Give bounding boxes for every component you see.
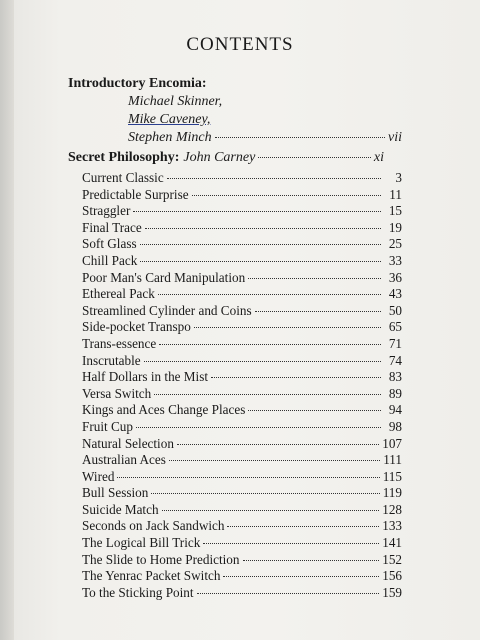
toc-entry	[82, 502, 402, 519]
toc-entry-title: Fruit Cup	[82, 418, 133, 434]
toc-entry-page: 71	[388, 335, 402, 351]
toc-entry-page: 36	[388, 269, 402, 285]
toc-entry-page: 11	[389, 186, 402, 202]
toc-entry-page: 98	[388, 418, 402, 434]
leader-dots	[215, 137, 385, 138]
toc-entry-page: 119	[382, 485, 402, 501]
toc-entry-page: 156	[382, 568, 402, 584]
secret-philosophy-row	[68, 150, 384, 166]
leader-dots	[223, 576, 379, 577]
toc-entry-page: 111	[383, 452, 402, 468]
toc-entry	[82, 353, 402, 370]
leader-dots	[177, 444, 379, 445]
toc-entry-title: The Logical Bill Trick	[82, 535, 201, 551]
toc-entry	[82, 552, 402, 569]
leader-dots	[167, 178, 381, 179]
toc-entry-page: 83	[388, 369, 402, 385]
intro-name-3: Stephen Minch	[128, 130, 212, 145]
intro-name-1: Michael Skinner,	[128, 94, 223, 109]
toc-entry	[82, 303, 402, 320]
toc-entry-title: Chill Pack	[82, 252, 138, 268]
leader-dots	[194, 327, 381, 328]
toc-entry-page: 94	[388, 402, 402, 418]
leader-dots	[258, 157, 371, 158]
leader-dots	[203, 543, 379, 544]
toc-entry-title: Natural Selection	[82, 435, 174, 451]
toc-entry	[82, 585, 402, 602]
toc-entry	[82, 220, 402, 237]
leader-dots	[145, 228, 381, 229]
intro-name-2: Mike Caveney,	[128, 112, 211, 127]
toc-entry-title: Versa Switch	[82, 385, 152, 401]
toc-entry	[82, 386, 402, 403]
toc-entry	[82, 436, 402, 453]
toc-entry-page: 141	[382, 535, 402, 551]
toc-entry	[82, 568, 402, 585]
toc-entry-page: 65	[388, 319, 402, 335]
toc-entry-title: Straggler	[82, 203, 131, 219]
toc-entry-title: Inscrutable	[82, 352, 141, 368]
toc-entry-title: Wired	[82, 468, 115, 484]
toc-entry-page: 25	[388, 236, 402, 252]
toc-entry-title: The Slide to Home Prediction	[82, 551, 240, 567]
toc-entry-page: 19	[388, 219, 402, 235]
toc-entry-page: 128	[382, 501, 402, 517]
toc-entry-page: 107	[382, 435, 402, 451]
toc-entry	[82, 236, 402, 253]
toc-entry	[82, 203, 402, 220]
toc-entry	[82, 452, 402, 469]
leader-dots	[140, 261, 381, 262]
toc-entry-title: Side-pocket Transpo	[82, 319, 191, 335]
leader-dots	[169, 460, 380, 461]
toc-entry-title: Final Trace	[82, 219, 142, 235]
toc-entry-title: Seconds on Jack Sandwich	[82, 518, 225, 534]
leader-dots	[159, 344, 381, 345]
leader-dots	[248, 278, 381, 279]
leader-dots	[197, 593, 380, 594]
leader-dots	[255, 311, 381, 312]
toc-entry	[82, 518, 402, 535]
toc-entry	[82, 253, 402, 270]
book-gutter	[0, 0, 14, 640]
toc-entry-title: Trans-essence	[82, 335, 157, 351]
toc-entry	[82, 187, 402, 204]
toc-entry	[82, 286, 402, 303]
toc-entry	[82, 270, 402, 287]
toc-entry-title: Poor Man's Card Manipulation	[82, 269, 246, 285]
toc-entry	[82, 469, 402, 486]
toc-entry-title: Streamlined Cylinder and Coins	[82, 302, 252, 318]
leader-dots	[154, 394, 381, 395]
toc-entry-page: 89	[388, 385, 402, 401]
leader-dots	[144, 361, 381, 362]
leader-dots	[158, 294, 381, 295]
toc-entry	[82, 319, 402, 336]
toc-entry	[82, 402, 402, 419]
toc-entry	[82, 170, 402, 187]
toc-entry-page: 74	[388, 352, 402, 368]
toc-entry-title: Current Classic	[82, 170, 164, 185]
toc-entry	[82, 485, 402, 502]
secret-page: xi	[373, 150, 384, 165]
toc-entry-title: Predictable Surprise	[82, 186, 189, 202]
leader-dots	[117, 477, 379, 478]
secret-label: Secret Philosophy:	[68, 150, 180, 165]
leader-dots	[192, 195, 381, 196]
toc-entry-page: 15	[388, 203, 402, 219]
toc-entry	[82, 419, 402, 436]
toc-entry-page: 152	[382, 551, 402, 567]
toc-entry-title: Half Dollars in the Mist	[82, 369, 208, 385]
toc-entry-title: Suicide Match	[82, 501, 159, 517]
toc-entry-title: The Yenrac Packet Switch	[82, 568, 221, 584]
toc-entry-title: Australian Aces	[82, 452, 166, 468]
intro-name-3-row	[128, 130, 402, 146]
toc-entry-page: 33	[388, 252, 402, 268]
leader-dots	[162, 510, 380, 511]
contents-list	[82, 170, 402, 601]
intro-page: vii	[388, 130, 402, 145]
secret-author: John Carney	[183, 150, 256, 165]
toc-entry-title: Soft Glass	[82, 236, 137, 252]
leader-dots	[151, 493, 379, 494]
toc-entry-title: To the Sticking Point	[82, 584, 194, 600]
leader-dots	[140, 244, 381, 245]
toc-entry	[82, 336, 402, 353]
toc-entry-title: Ethereal Pack	[82, 286, 155, 302]
leader-dots	[227, 526, 379, 527]
leader-dots	[211, 377, 381, 378]
toc-entry-page: 133	[382, 518, 402, 534]
leader-dots	[248, 410, 381, 411]
toc-entry-page: 3	[395, 170, 402, 185]
toc-entry-title: Kings and Aces Change Places	[82, 402, 246, 418]
intro-heading: Introductory Encomia:	[68, 76, 207, 91]
toc-entry-page: 50	[388, 302, 402, 318]
leader-dots	[136, 427, 381, 428]
toc-entry-page: 43	[388, 286, 402, 302]
leader-dots	[133, 211, 381, 212]
toc-entry-page: 115	[382, 468, 402, 484]
toc-entry-title: Bull Session	[82, 485, 149, 501]
toc-entry	[82, 535, 402, 552]
page-title: CONTENTS	[186, 34, 294, 55]
toc-entry	[82, 369, 402, 386]
leader-dots	[243, 560, 380, 561]
toc-entry-page: 159	[382, 584, 402, 600]
